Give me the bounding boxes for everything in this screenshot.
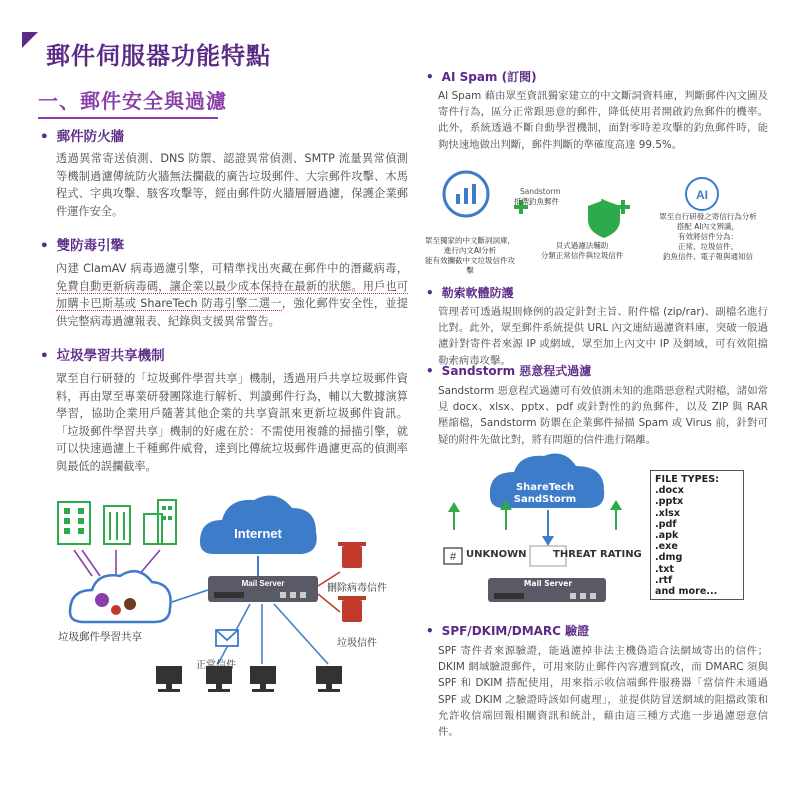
envelope-icon — [216, 630, 238, 646]
firewall-heading: • 郵件防火牆 — [40, 129, 125, 145]
ai-caption-3: 眾至自行研發之寄信行為分析 搭配 AI內文辨識， 有效將信件分為： 正常、垃圾信件、 釣魚信件、電子報與通知信 — [659, 212, 757, 261]
delete-virus-label: 刪除病毒信件 — [327, 583, 387, 594]
sandstorm-text: Sandstorm 惡意程式過濾可有效偵測未知的進階惡意程式附檔，諸如常見 docx、xlsx、pptx、pdf 或針對性的釣魚郵件，以及 ZIP 與 RAR 壓縮檔，Sandstorm 防禦在企業郵件掃描 Spam 或 Virus 前，針對可疑的附件先做比對，將有問題的信件進行隔離。 — [438, 385, 768, 446]
sandstorm-title: Sandstorm — [520, 187, 561, 196]
trash-icon — [338, 596, 366, 622]
sandstorm-mail-server-label: Mail Server — [523, 579, 573, 588]
ai-spam-text: AI Spam 藉由眾至資訊獨家建立的中文斷詞資料庫，判斷郵件內文圖及寄件行為，區分正常跟惡意的郵件，降低使用者開啟釣魚郵件的機率。此外，系統透過不斷自動學習機制，面對零時差攻擊的釣魚郵件時，能夠快速地做出判斷，郵件判斷的準確度高達 99.5%。 — [438, 90, 768, 151]
internet-label: Internet — [234, 526, 282, 541]
file-types-list — [655, 485, 743, 597]
ai-brain-icon — [686, 178, 718, 210]
trash-icon — [338, 542, 366, 568]
file-type-item: and more... — [655, 586, 718, 598]
hacker-icon — [95, 593, 109, 607]
spam-share-label: 垃圾郵件學習共享 — [58, 631, 142, 643]
spam-mail-label: 垃圾信件 — [337, 638, 377, 649]
file-type-item: .txt — [655, 563, 675, 575]
building-icon — [104, 506, 130, 544]
ransomware-heading: • 勒索軟體防護 — [426, 286, 514, 300]
firewall-text: 透過異常寄送偵測、DNS 防禦、認證異常偵測、SMTP 流量異常偵測等機制過濾傳統防火牆無法攔截的廣告垃圾郵件、大宗郵件攻擊、木馬程式、字典攻擊、駭客攻擊等，經由郵件防火牆層層過濾，保護企業郵件運作安全。 — [56, 152, 408, 218]
spam-cloud-icon — [70, 571, 171, 622]
ai-spam-heading: • AI Spam (訂閱) — [426, 70, 537, 84]
sandstorm-sub: 抵禦釣魚郵件 — [514, 197, 559, 206]
file-type-item: .pdf — [655, 518, 677, 530]
file-type-item: .xlsx — [655, 507, 681, 519]
ai-caption-1: 眾至獨家的中文斷詞詞庫， 進行內文AI分析 能有效攔截中文垃圾信件攻擊 — [425, 236, 515, 275]
sandstorm-heading: • Sandstorm 惡意程式過濾 — [426, 364, 592, 378]
threat-rating-label: THREAT RATING — [553, 549, 642, 560]
file-type-item: .docx — [655, 485, 684, 497]
building-icon — [144, 500, 176, 544]
page-title: 郵件伺服器功能特點 — [46, 42, 271, 70]
chart-icon — [444, 172, 488, 216]
computer-icon — [156, 666, 182, 692]
spam-share-heading: • 垃圾學習共享機制 — [40, 348, 165, 364]
svg-text:AI: AI — [696, 188, 708, 202]
spf-text: SPF 寄件者來源驗證，能過濾掉非法主機偽造合法網域寄出的信件；DKIM 網域驗證郵件，可用來防止郵件內容遭到竄改，而 DMARC 須與 SPF 和 DKIM 搭配使用，用來指示收信端郵件服務器「當信件未通過 SPF 或 DKIM 之驗證時該如何處理」，並提供防冒送網域的阻擋政策和允許收信端回報相關資訊和統計，藉由這三種方式進一步過濾惡意信件。 — [438, 645, 768, 739]
computer-icon — [250, 666, 276, 692]
ransomware-text: 管理者可透過規則條例的設定針對主旨、附件檔 (zip/rar)、副檔名進行比對。此外，眾至郵件系統提供 URL 內文連結過濾資料庫，突破一般過濾針對寄件者來源 IP 或網域，眾至加上內文中 IP 及網域，可有效阻擋勒索病毒攻擊。 — [438, 306, 768, 367]
file-type-item: .rtf — [655, 574, 673, 586]
svg-text:#: # — [449, 551, 457, 563]
unknown-label: UNKNOWN — [466, 549, 527, 560]
file-type-item: .dmg — [655, 552, 683, 564]
file-type-item: .exe — [655, 541, 678, 553]
antivirus-heading: • 雙防毒引擎 — [40, 238, 125, 254]
antivirus-text: 內建 ClamAV 病毒過濾引擎，可精準找出夾藏在郵件中的潛藏病毒，免費自動更新病毒碼，讓企業以最少成本保持在最新的狀態。用戶也可加購卡巴斯基或 ShareTech 防毒引擎二選一，強化郵件安全性，並提供完整病毒過濾報表、紀錄與支援異常警告。 — [56, 262, 408, 328]
section-title: 一、郵件安全與過濾 — [38, 89, 227, 113]
spam-share-text: 眾至自行研發的「垃圾郵件學習共享」機制，透過用戶共享垃圾郵件資料，再由眾至專業研發團隊進行解析、判讀郵件行為，輔以大數據演算學習，協助企業用戶隨著其他企業的共享資訊來更新垃圾郵件資訊。「垃圾郵件學習共享」機制的好處在於：不需使用複雜的掃描引擎，就可以快速過濾上千種郵件威脅，達到比傳統垃圾郵件過濾更高的偵測率與最低的誤攔截率。 — [56, 372, 408, 473]
internet-cloud-icon — [200, 496, 317, 555]
spf-heading: • SPF/DKIM/DMARC 驗證 — [426, 624, 590, 638]
building-icon — [58, 502, 90, 544]
sandstorm-cloud-label: ShareTech SandStorm — [513, 482, 577, 505]
virus-icon — [111, 605, 121, 615]
section-underline — [38, 117, 218, 119]
normal-mail-label: 正常信件 — [196, 660, 236, 671]
file-type-item: .pptx — [655, 496, 684, 508]
ai-caption-2: 貝式過濾法輔助 分類正常信件與垃圾信件 — [540, 241, 624, 260]
file-types-title: FILE TYPES: — [655, 474, 719, 485]
file-type-item: .apk — [655, 530, 679, 542]
computer-icon — [316, 666, 342, 692]
bug-icon — [124, 598, 136, 610]
corner-decoration — [22, 32, 38, 48]
file-types-box — [650, 470, 744, 600]
mail-server-label: Mail Server — [241, 579, 285, 588]
share-arrows — [74, 550, 160, 576]
plus-symbol: + — [594, 193, 611, 217]
